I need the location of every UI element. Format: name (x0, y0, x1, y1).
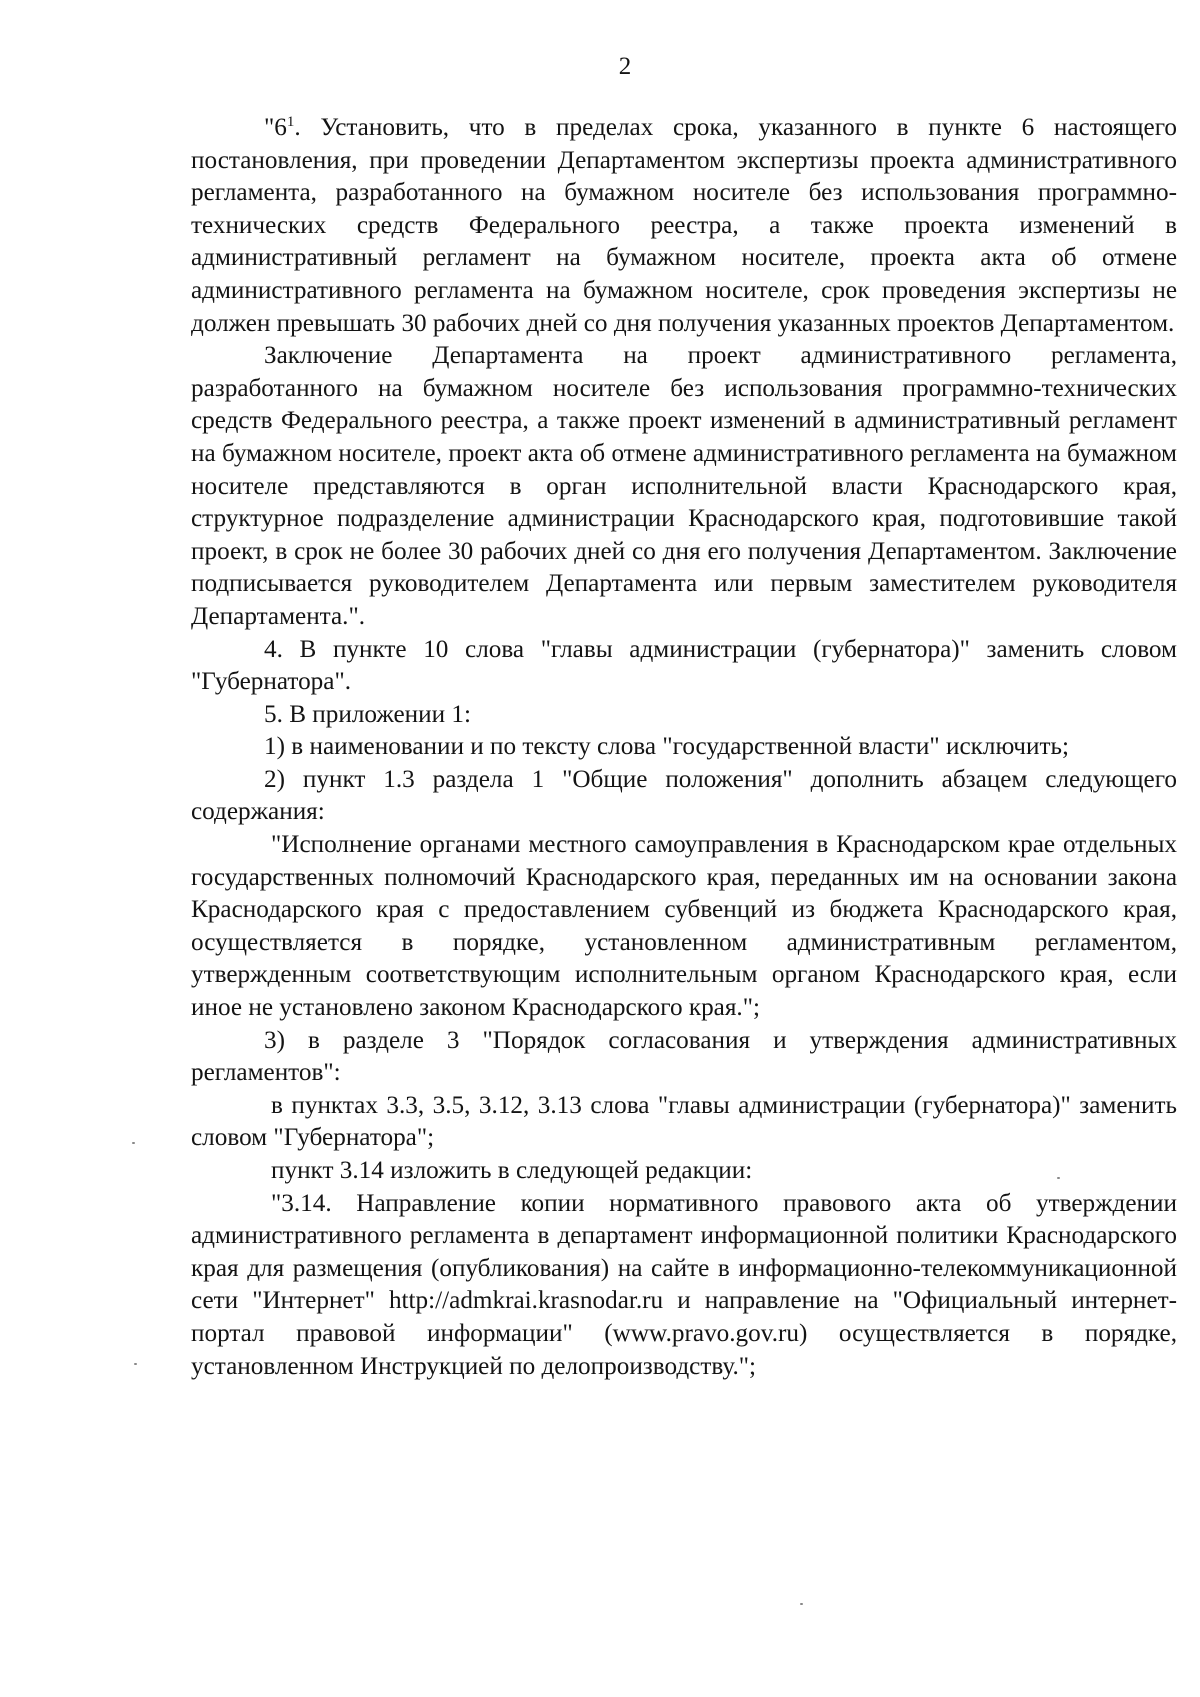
paragraph-prefix: "6 (264, 114, 287, 141)
page-number: 2 (618, 53, 632, 80)
superscript-index: 1 (286, 114, 295, 130)
paragraph-text: . Установить, что в пределах срока, указанного в пункте 6 настоящего постановления, при проведении Департаментом экспертизы проекта административного регламента, разработанного на бумажном носителе без использования программно-технических средств Федерального реестра, а также проекта изменений в административный регламент на бумажном носителе, проекта акта об отмене административного регламента на бумажном носителе, срок проведения экспертизы не должен превышать 30 рабочих дней со дня получения указанных проектов Департаментом. (191, 114, 1177, 337)
paragraph-6-1 (191, 112, 1177, 340)
scan-speck (1057, 1177, 1060, 1179)
paragraph-item-5-3-b: пункт 3.14 изложить в следующей редакции: (271, 1157, 753, 1184)
scan-speck (134, 1363, 137, 1365)
scan-speck (132, 1142, 135, 1144)
paragraph-item-5-3-a: в пунктах 3.3, 3.5, 3.12, 3.13 слова "главы администрации (губернатора)" заменить словом "Губернатора"; (191, 1091, 1177, 1152)
paragraph-item-5-2: 2) пункт 1.3 раздела 1 "Общие положения" дополнить абзацем следующего содержания: (191, 765, 1177, 826)
paragraph-item-5-1: 1) в наименовании и по тексту слова "государственной власти" исключить; (264, 733, 1069, 761)
paragraph-item-5-3: 3) в разделе 3 "Порядок согласования и утверждения административных регламентов": (191, 1026, 1177, 1087)
paragraph-conclusion: Заключение Департамента на проект административного регламента, разработанного на бумажном носителе без использования программно-технических средств Федерального реестра, а также проект изменений в административный регламент на бумажном носителе, проект акта об отмене административного регламента на бумажном носителе представляются в орган исполнительной власти Краснодарского края, структурное подразделение администрации Краснодарского края, подготовившие такой проект, в срок не более 30 рабочих дней со дня его получения Департаментом. Заключение подписывается руководителем Департамента или первым заместителем руководителя Департамента.". (191, 342, 1177, 630)
paragraph-quote-3-14: "3.14. Направление копии нормативного правового акта об утверждении административного регламента в департамент информационной политики Краснодарского края для размещения (опубликования) на сайте в информационно-телекоммуникационной сети "Интернет" http://admkrai.krasnodar.ru и направление на "Официальный интернет-портал правовой информации" (www.pravo.gov.ru) осуществляется в порядке, установленном Инструкцией по делопроизводству."; (191, 1189, 1177, 1380)
paragraph-item-4: 4. В пункте 10 слова "главы администрации (губернатора)" заменить словом "Губернатора". (191, 635, 1177, 696)
paragraph-item-5: 5. В приложении 1: (264, 700, 471, 728)
scan-speck (800, 1603, 803, 1605)
paragraph-quote-1-3: "Исполнение органами местного самоуправления в Краснодарском крае отдельных государственных полномочий Краснодарского края, переданных им на основании закона Краснодарского края с предоставлением субвенций из бюджета Краснодарского края, осуществляется в порядке, установленном административным регламентом, утвержденным соответствующим исполнительным органом Краснодарского края, если иное не установлено законом Краснодарского края."; (191, 831, 1177, 1022)
document-body (191, 112, 1177, 1383)
